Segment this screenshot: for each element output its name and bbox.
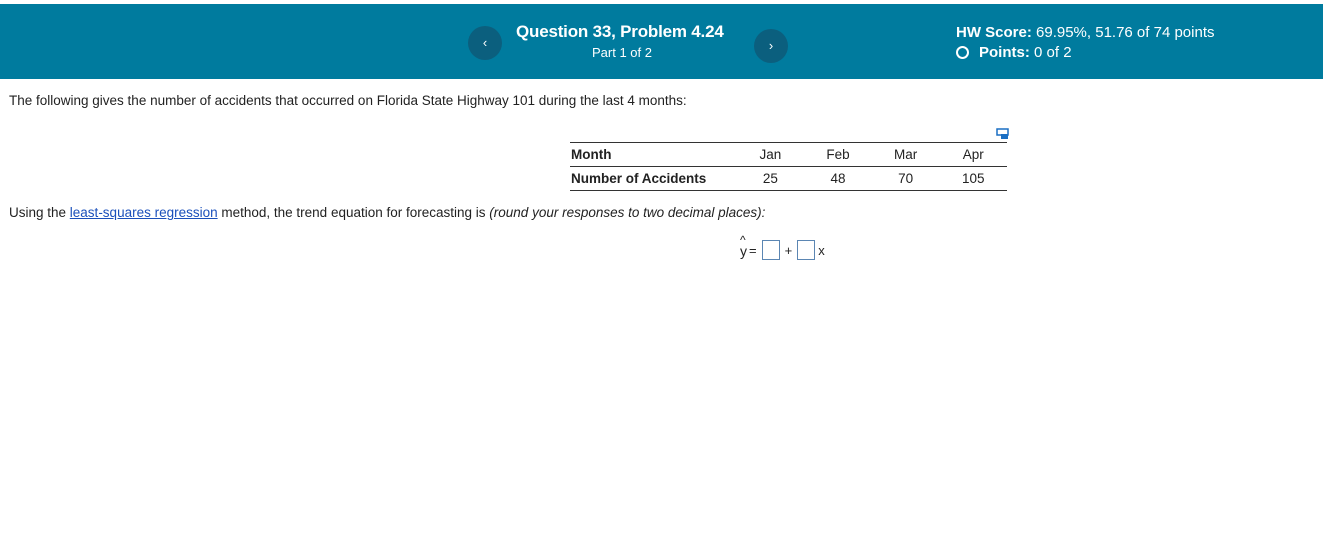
- y-symbol: y: [740, 243, 747, 259]
- accidents-table: [570, 142, 1007, 191]
- points-value: 0 of 2: [1034, 44, 1072, 61]
- slope-answer-box[interactable]: [797, 240, 815, 260]
- problem-prompt: The following gives the number of accidents that occurred on Florida State Highway 101 during the last 4 months:: [9, 93, 687, 108]
- month-cell: Jan: [737, 143, 805, 167]
- hat-symbol: ^: [740, 233, 746, 247]
- accidents-header: Number of Accidents: [570, 167, 737, 191]
- points: [956, 44, 1072, 61]
- y-hat: [740, 233, 747, 259]
- month-header: Month: [570, 143, 737, 167]
- accidents-cell: 70: [872, 167, 940, 191]
- next-question-button[interactable]: [754, 29, 788, 63]
- equals-sign: =: [749, 242, 757, 258]
- intercept-answer-box[interactable]: [762, 240, 780, 260]
- hw-score: [956, 24, 1215, 41]
- table-row-accidents: [570, 167, 1007, 191]
- question-header: [0, 4, 1323, 79]
- hw-score-value: 69.95%, 51.76 of 74 points: [1036, 24, 1215, 41]
- least-squares-regression-link[interactable]: least-squares regression: [69, 205, 218, 220]
- accidents-cell: 105: [939, 167, 1007, 191]
- trend-equation: [740, 233, 825, 260]
- question-part: Part 1 of 2: [592, 45, 652, 60]
- month-cell: Feb: [804, 143, 872, 167]
- previous-question-button[interactable]: [468, 26, 502, 60]
- x-variable: x: [818, 242, 825, 258]
- instruction-pre: Using the: [9, 205, 70, 220]
- month-cell: Apr: [939, 143, 1007, 167]
- chevron-right-icon: ›: [768, 38, 774, 53]
- question-title: Question 33, Problem 4.24: [516, 22, 724, 41]
- plus-sign: +: [784, 242, 793, 258]
- accidents-cell: 48: [804, 167, 872, 191]
- copy-data-icon[interactable]: [996, 128, 1010, 140]
- instruction-text: [9, 205, 765, 220]
- points-label: Points:: [979, 44, 1030, 61]
- instruction-mid: method, the trend equation for forecasting is: [217, 205, 490, 220]
- instruction-rounding-note: (round your responses to two decimal places):: [489, 205, 766, 220]
- hw-score-label: HW Score:: [956, 24, 1032, 41]
- incomplete-circle-icon: [956, 46, 969, 59]
- month-cell: Mar: [872, 143, 940, 167]
- table-row-months: [570, 143, 1007, 167]
- chevron-left-icon: ‹: [482, 35, 488, 50]
- accidents-cell: 25: [737, 167, 805, 191]
